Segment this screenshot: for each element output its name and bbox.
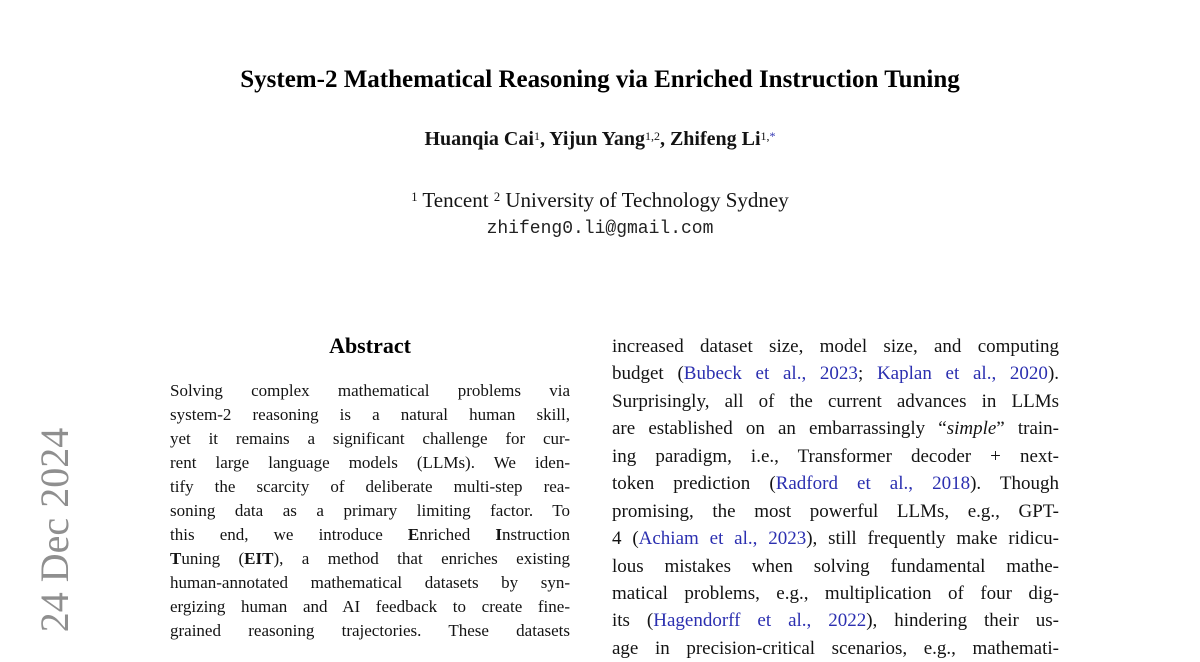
contact-email: zhifeng0.li@gmail.com	[486, 219, 714, 239]
text-line	[170, 619, 570, 643]
text-segment: promising, the most powerful LLMs, e.g., GPT-	[612, 500, 1059, 522]
text-segment: ), still frequently make ridicu-	[806, 528, 1059, 550]
text-line	[170, 451, 570, 475]
text-segment: , Zhifeng Li	[659, 128, 761, 150]
text-segment: grained reasoning trajectories. These datasets	[170, 621, 570, 640]
text-segment: uning (	[181, 549, 245, 568]
arxiv-date-watermark: 24 Dec 2024	[32, 427, 77, 633]
text-segment: system-2 reasoning is a natural human skill,	[170, 405, 570, 424]
text-segment: 1	[411, 190, 418, 205]
citation-link[interactable]: Kaplan et al., 2020	[876, 363, 1048, 385]
text-line	[170, 499, 570, 523]
text-line	[170, 379, 570, 403]
text-segment: simple	[946, 418, 997, 440]
text-segment: Tencent	[417, 188, 494, 212]
text-line	[612, 360, 1059, 387]
text-segment: this end, we introduce	[170, 525, 408, 544]
citation-link[interactable]: Achiam et al., 2023	[638, 528, 807, 550]
text-line	[612, 553, 1059, 580]
text-segment: age in precision-critical scenarios, e.g., mathemati-	[612, 637, 1059, 659]
text-segment: 1,2	[644, 128, 660, 143]
text-line	[612, 607, 1059, 634]
text-segment: its (	[612, 610, 654, 632]
text-segment: T	[170, 549, 182, 568]
text-segment: nriched	[419, 525, 496, 544]
text-segment: EIT	[244, 549, 274, 568]
citation-link[interactable]: Bubeck et al., 2023	[683, 363, 858, 385]
text-segment: rent large language models (LLMs). We iden-	[170, 453, 570, 472]
text-segment: yet it remains a significant challenge for cur-	[170, 429, 570, 448]
text-segment: nstruction	[501, 525, 570, 544]
text-segment: matical problems, e.g., multiplication of four dig-	[612, 582, 1059, 604]
citation-link[interactable]: Hagendorff et al., 2022	[653, 610, 867, 632]
introduction-body	[612, 333, 1059, 662]
text-segment: E	[407, 525, 420, 544]
text-line	[612, 470, 1059, 497]
text-segment: soning data as a primary limiting factor. To	[170, 501, 570, 520]
text-segment: ).	[1047, 363, 1060, 385]
text-line	[612, 388, 1059, 415]
text-segment: ), a method that enriches existing	[273, 549, 570, 568]
text-line	[612, 580, 1059, 607]
corresponding-author-mark[interactable]: *	[769, 128, 776, 143]
author-list	[0, 128, 1200, 151]
text-segment: ing paradigm, i.e., Transformer decoder + next-	[612, 445, 1059, 467]
introduction-column	[612, 333, 1059, 662]
text-segment: ;	[857, 363, 877, 385]
text-segment: token prediction (	[612, 473, 776, 495]
text-segment: are established on an embarrassingly “	[612, 418, 947, 440]
text-line	[170, 403, 570, 427]
text-line	[170, 475, 570, 499]
text-segment: human-annotated mathematical datasets by syn-	[170, 573, 570, 592]
text-segment: , Yijun Yang	[539, 128, 645, 150]
text-segment: ), hindering their us-	[866, 610, 1060, 632]
text-segment: ergizing human and AI feedback to create fine-	[170, 597, 570, 616]
citation-link[interactable]: Radford et al., 2018	[775, 473, 971, 495]
text-segment: increased dataset size, model size, and computing	[612, 336, 1059, 357]
text-line	[612, 415, 1059, 442]
text-segment: budget (	[612, 363, 684, 385]
text-line	[170, 547, 570, 571]
text-line	[612, 333, 1059, 360]
text-segment: 2	[493, 190, 501, 205]
text-segment: 1,	[760, 128, 770, 143]
text-segment: ). Though	[970, 473, 1059, 495]
abstract-column	[170, 334, 570, 643]
text-segment: tify the scarcity of deliberate multi-step rea-	[170, 477, 570, 496]
text-segment: I	[495, 525, 502, 544]
text-line	[612, 498, 1059, 525]
text-segment: 1	[533, 128, 540, 143]
paper-title: System-2 Mathematical Reasoning via Enriched Instruction Tuning	[240, 65, 960, 93]
abstract-body	[170, 379, 570, 643]
text-line	[170, 571, 570, 595]
text-segment: ” train-	[996, 418, 1059, 440]
text-segment: Solving complex mathematical problems via	[170, 381, 570, 400]
text-segment: 4 (	[612, 528, 639, 550]
text-line	[612, 635, 1059, 662]
text-segment: lous mistakes when solving fundamental mathe-	[612, 555, 1059, 577]
text-line	[170, 523, 570, 547]
text-line	[612, 525, 1059, 552]
text-line	[170, 595, 570, 619]
affiliation-line	[0, 188, 1200, 213]
text-segment: University of Technology Sydney	[500, 188, 789, 212]
text-line	[612, 443, 1059, 470]
abstract-heading: Abstract	[329, 333, 411, 358]
text-segment: Huanqia Cai	[424, 128, 534, 150]
text-segment: Surprisingly, all of the current advances in LLMs	[612, 390, 1059, 412]
text-line	[170, 427, 570, 451]
